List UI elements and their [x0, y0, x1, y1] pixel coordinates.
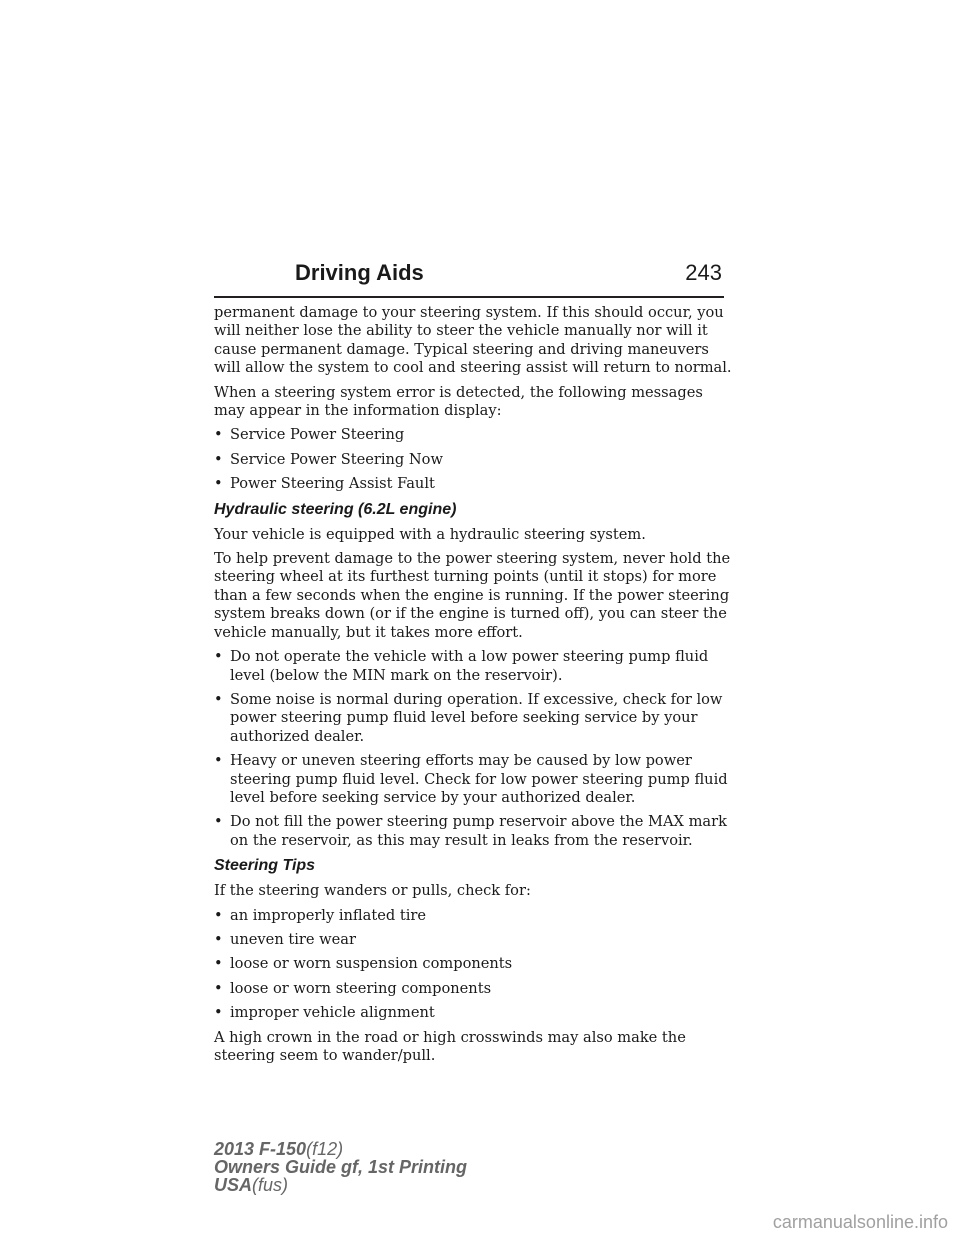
body-paragraph: If the steering wanders or pulls, check for:	[214, 882, 531, 900]
steering-tips-heading: Steering Tips	[214, 857, 316, 875]
list-item: • loose or worn suspension components	[214, 955, 513, 973]
intro-paragraph: When a steering system error is detected, the following messages may appear in the information display:	[214, 383, 703, 420]
bullet-icon: •	[214, 1004, 223, 1022]
page-number: 243	[685, 260, 722, 285]
message-list	[214, 426, 734, 493]
bullet-icon: •	[214, 690, 223, 708]
list-item: • Power Steering Assist Fault	[214, 475, 435, 493]
intro-paragraph: permanent damage to your steering system. If this should occur, you will neither lose the ability to steer the vehicle manually nor will it cause permanent damage. Typical steering and driving maneuvers will allow the system to cool and steering assist will return to normal.	[214, 304, 732, 377]
section-title: Driving Aids	[295, 260, 424, 285]
bullet-icon: •	[214, 475, 223, 493]
page-content	[214, 304, 734, 1071]
bullet-icon: •	[214, 450, 223, 468]
list-item: • Some noise is normal during operation. If excessive, check for low power steering pump fluid level before seeking service by your authorized dealer.	[214, 690, 723, 745]
bullet-icon: •	[214, 906, 223, 924]
closing-paragraph: A high crown in the road or high crosswinds may also make the steering seem to wander/pull.	[214, 1028, 686, 1064]
list-item: • Heavy or uneven steering efforts may be caused by low power steering pump fluid level. Check for low power steering pump fluid level before seeking service by your authorized dealer.	[214, 752, 728, 806]
hydraulic-steering-heading: Hydraulic steering (6.2L engine)	[214, 500, 457, 518]
bullet-icon: •	[214, 426, 223, 444]
bullet-icon: •	[214, 979, 223, 997]
body-paragraph: To help prevent damage to the power steering system, never hold the steering wheel at its furthest turning points (until it stops) for more than a few seconds when the engine is running. If the power steering system breaks down (or if the engine is turned off), you can steer the vehicle manually, but it takes more effort.	[214, 550, 731, 641]
list-item: • an improperly inflated tire	[214, 906, 426, 924]
hydraulic-bullet-list	[214, 648, 734, 850]
site-watermark: carmanualsonline.info	[772, 1212, 948, 1232]
list-item: • Service Power Steering	[214, 426, 405, 444]
bullet-icon: •	[214, 955, 223, 973]
bullet-icon: •	[214, 813, 223, 831]
list-item: • Service Power Steering Now	[214, 450, 443, 468]
footer-line: 2013 F-150(f12)	[214, 1139, 344, 1159]
page-header	[214, 256, 724, 298]
bullet-icon: •	[214, 930, 223, 948]
list-item: • improper vehicle alignment	[214, 1004, 435, 1022]
list-item: • uneven tire wear	[214, 930, 356, 948]
tips-bullet-list	[214, 907, 734, 1023]
print-footer	[214, 1140, 467, 1194]
list-item: • Do not fill the power steering pump reservoir above the MAX mark on the reservoir, as this may result in leaks from the reservoir.	[214, 813, 727, 849]
footer-line: Owners Guide gf, 1st Printing	[214, 1157, 468, 1177]
list-item: • Do not operate the vehicle with a low power steering pump fluid level (below the MIN mark on the reservoir).	[214, 648, 709, 684]
footer-line: USA(fus)	[214, 1175, 289, 1195]
bullet-icon: •	[214, 752, 223, 770]
body-paragraph: Your vehicle is equipped with a hydraulic steering system.	[214, 525, 646, 543]
bullet-icon: •	[214, 648, 223, 666]
list-item: • loose or worn steering components	[214, 979, 492, 997]
